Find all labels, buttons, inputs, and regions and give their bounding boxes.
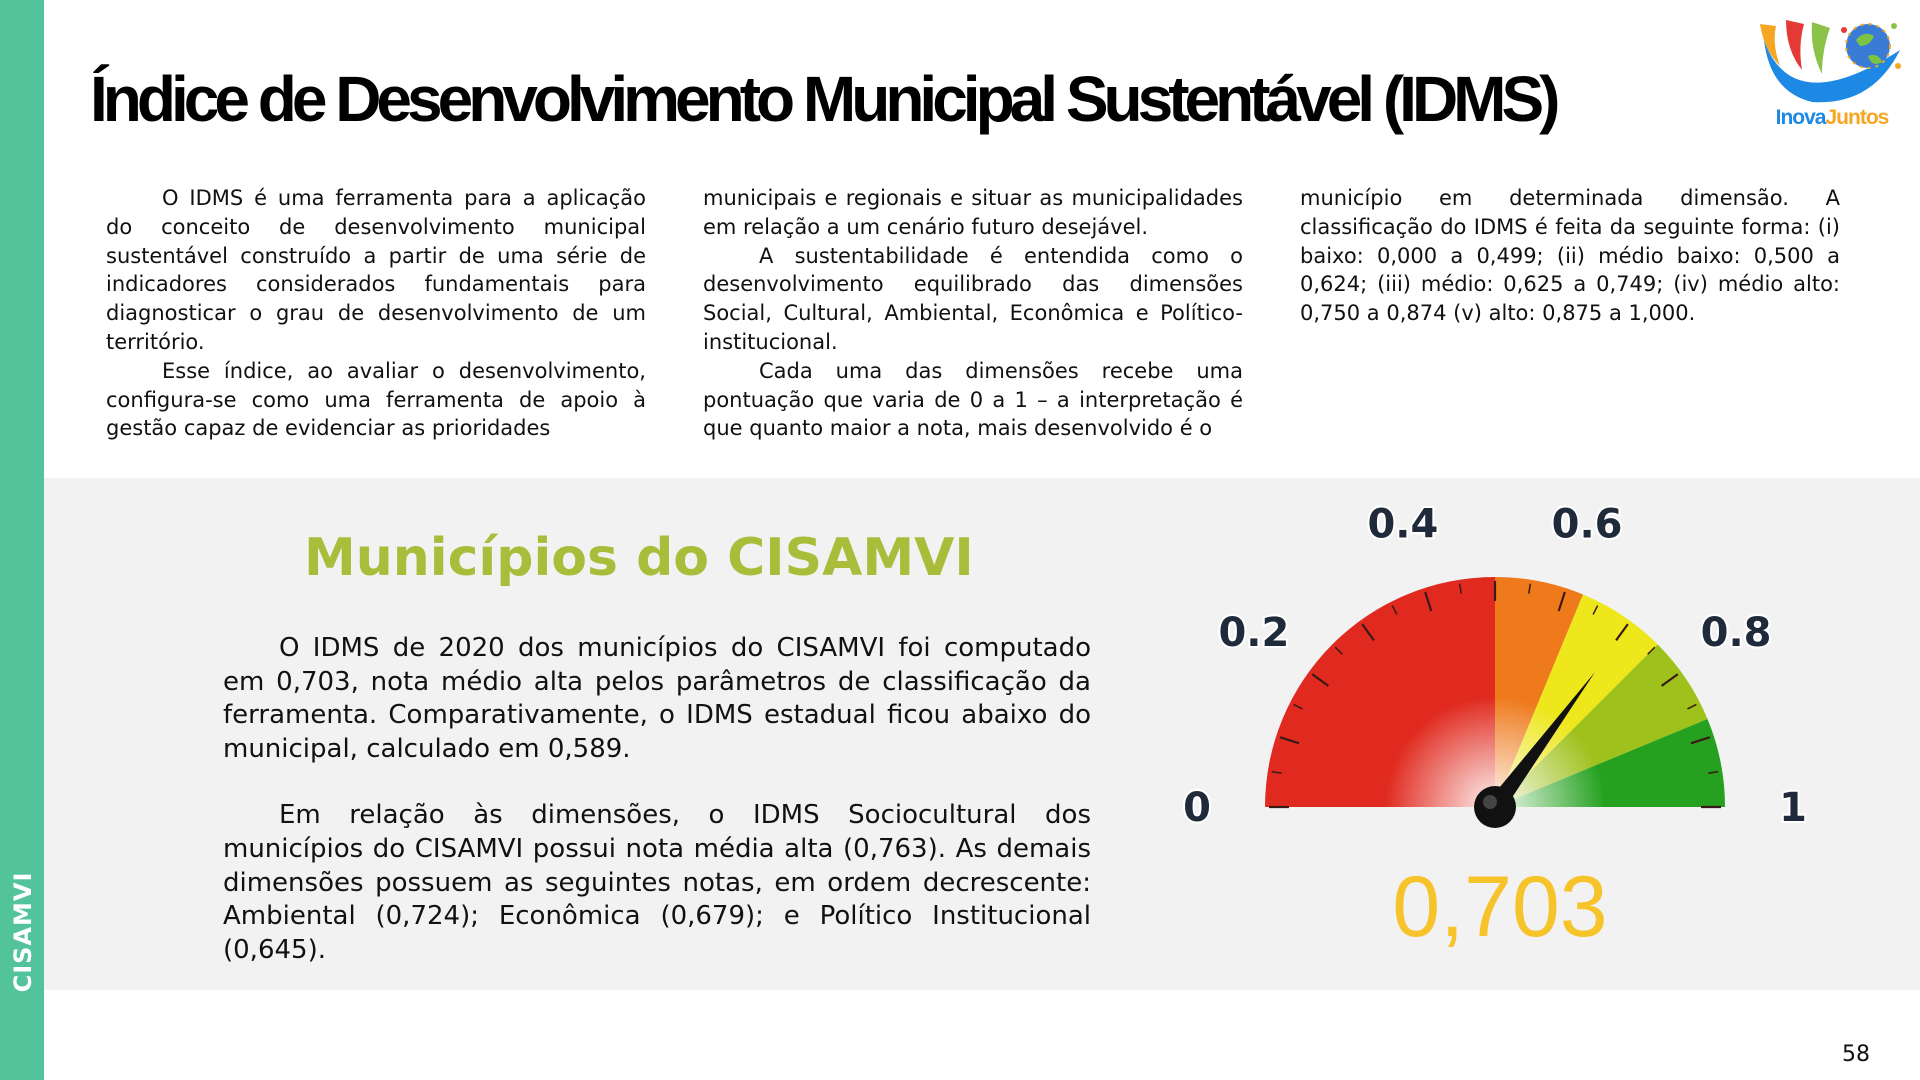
intro-column-3 <box>1300 184 1840 328</box>
section-body <box>223 632 1091 967</box>
gauge-scale-label: 1 <box>1779 785 1807 831</box>
intro-paragraph: município em determinada dimensão. A classificação do IDMS é feita da seguinte forma: (i) baixo: 0,000 a 0,499; (ii) médio baixo: 0,500 a 0,624; (iii) médio: 0,625 a 0,749; (iv) médio alto: 0,750 a 0,874 (v) alto: 0,875 a 1,000. <box>1300 186 1840 326</box>
sidebar <box>0 0 44 1080</box>
sidebar-label-box <box>6 852 40 1012</box>
idms-gauge <box>1183 501 1807 860</box>
page-title: Índice de Desenvolvimento Municipal Sustentável (IDMS) <box>90 63 1556 135</box>
gauge-scale-label: 0 <box>1183 785 1211 831</box>
logo-text <box>1752 106 1912 130</box>
inova-juntos-logo <box>1752 10 1912 138</box>
logo-text-part2: Juntos <box>1825 106 1889 129</box>
intro-column-2 <box>703 184 1243 443</box>
gauge-scale-label: 0.4 <box>1367 501 1439 548</box>
intro-paragraph: A sustentabilidade é entendida como o desenvolvimento equilibrado das dimensões Social, Cultural, Ambiental, Econômica e Político-institucional. <box>703 243 1243 354</box>
intro-paragraph: O IDMS é uma ferramenta para a aplicação do conceito de desenvolvimento municipal sustentável construído a partir de uma série de indicadores considerados fundamentais para diagnosticar o grau de desenvolvimento de um território. <box>106 186 646 354</box>
gauge-value: 0,703 <box>1392 859 1608 955</box>
gauge-needle-hub <box>1474 786 1516 828</box>
page-number: 58 <box>1842 1042 1870 1067</box>
gauge-scale-label: 0.8 <box>1700 609 1772 656</box>
intro-paragraph: municipais e regionais e situar as municipalidades em relação a um cenário futuro desejável. <box>703 186 1243 239</box>
gauge-needle-hub-highlight <box>1483 795 1497 809</box>
intro-paragraph: Esse índice, ao avaliar o desenvolvimento, configura-se como uma ferramenta de apoio à gestão capaz de evidenciar as prioridades <box>106 358 646 441</box>
gauge-scale-label: 0.6 <box>1551 501 1623 548</box>
section-paragraph: Em relação às dimensões, o IDMS Sociocultural dos municípios do CISAMVI possui nota média alta (0,763). As demais dimensões possuem as seguintes notas, em ordem decrescente: Ambiental (0,724); Econômica (0,679); e Político Institucional (0,645). <box>223 800 1091 965</box>
gauge-bands <box>1265 577 1725 807</box>
logo-mark-icon <box>1752 10 1912 110</box>
intro-column-1 <box>106 184 646 443</box>
section-title: Municípios do CISAMVI <box>304 528 974 588</box>
sidebar-label: CISAMVI <box>9 871 37 993</box>
section-paragraph: O IDMS de 2020 dos municípios do CISAMVI foi computado em 0,703, nota médio alta pelos parâmetros de classificação da ferramenta. Comparativamente, o IDMS estadual ficou abaixo do municipal, calculado em 0,589. <box>223 633 1091 764</box>
gauge-scale-label: 0.2 <box>1218 609 1290 656</box>
logo-text-part1: Inova <box>1775 106 1826 129</box>
gauge-glow <box>1265 577 1725 807</box>
intro-paragraph: Cada uma das dimensões recebe uma pontuação que varia de 0 a 1 – a interpretação é que quanto maior a nota, mais desenvolvido é o <box>703 358 1243 441</box>
